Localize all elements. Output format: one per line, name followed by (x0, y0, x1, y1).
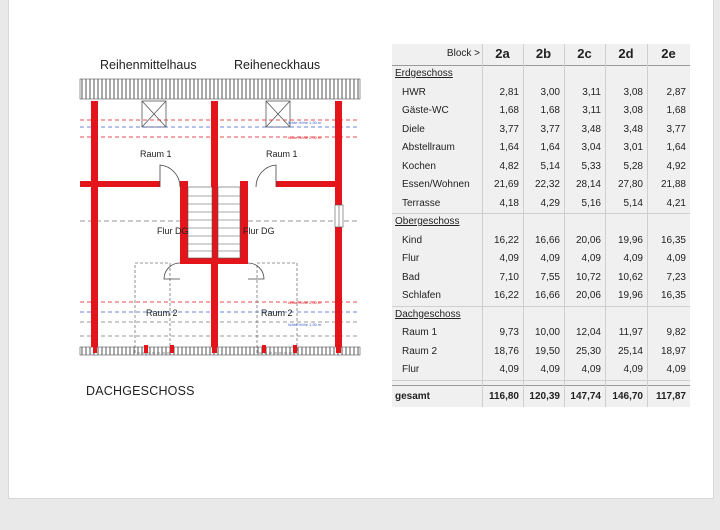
room-label-flur-left: Flur DG (157, 226, 189, 236)
row-label: Diele (402, 123, 425, 135)
cell-value: 18,97 (660, 345, 686, 357)
total-row (392, 388, 690, 407)
cell-value: 7,55 (540, 271, 560, 283)
total-label: gesamt (395, 390, 431, 402)
table-row (392, 343, 690, 362)
label-reihenmittelhaus: Reihenmittelhaus (100, 58, 197, 72)
cell-value: 19,96 (617, 290, 643, 301)
table-row (392, 102, 690, 121)
floor-label: DACHGESCHOSS (86, 384, 195, 398)
cell-value: 4,92 (666, 160, 686, 172)
roof-top-band (80, 79, 360, 99)
row-label: Raum 2 (402, 345, 438, 357)
block-label: Block > (446, 48, 480, 59)
cell-value: 4,18 (499, 197, 519, 209)
section-header (392, 213, 690, 232)
room-label-raum1-right: Raum 1 (266, 149, 298, 159)
svg-text:lichte Höhe 2,00 m: lichte Höhe 2,00 m (288, 300, 322, 305)
cell-value: 10,00 (534, 327, 560, 338)
cell-value: 19,50 (534, 345, 560, 357)
cell-value: 28,14 (575, 179, 601, 190)
table-row (392, 121, 690, 140)
row-label: Kochen (402, 160, 436, 172)
table-row (392, 195, 690, 214)
cell-value: 5,14 (540, 160, 560, 172)
cell-value: 16,35 (660, 290, 686, 301)
cell-value: 4,09 (499, 253, 519, 264)
cell-value: 3,01 (623, 142, 643, 153)
svg-text:lichte Höhe 1,50 m: lichte Höhe 1,50 m (288, 322, 322, 327)
cell-value: 1,64 (540, 142, 560, 153)
cell-value: 22,32 (534, 179, 560, 190)
roof-bottom-band (80, 347, 360, 355)
row-label: Gäste-WC (402, 105, 449, 116)
total-value: 116,80 (488, 390, 519, 402)
room-label-flur-right: Flur DG (243, 226, 275, 236)
column-header-2a: 2a (495, 46, 510, 61)
row-label: HWR (402, 86, 426, 98)
row-label: Abstellraum (402, 142, 455, 153)
cell-value: 3,77 (666, 123, 686, 135)
section-title: Erdgeschoss (395, 68, 453, 79)
total-value: 117,87 (655, 390, 686, 402)
cell-value: 25,30 (575, 345, 601, 357)
table-row (392, 324, 690, 343)
cell-value: 16,66 (534, 234, 560, 246)
cell-value: 3,77 (540, 123, 560, 135)
section-title: Obergeschoss (395, 216, 460, 227)
cell-value: 20,06 (575, 290, 601, 301)
column-header-2b: 2b (535, 46, 552, 61)
cell-value: 16,35 (660, 234, 686, 246)
table-row (392, 176, 690, 195)
room-label-raum2-right: Raum 2 (261, 308, 293, 318)
cell-value: 4,09 (581, 253, 601, 264)
cell-value: 4,29 (540, 197, 560, 209)
table-header-row (392, 44, 690, 64)
cell-value: 16,66 (534, 290, 560, 301)
total-value: 146,70 (612, 390, 643, 402)
cell-value: 16,22 (493, 234, 519, 246)
cell-value: 3,08 (623, 105, 643, 116)
row-label: Raum 1 (402, 327, 438, 338)
room-label-raum1-left: Raum 1 (140, 149, 172, 159)
cell-value: 19,96 (617, 234, 643, 246)
cell-value: 3,11 (582, 86, 601, 98)
row-label: Essen/Wohnen (402, 179, 470, 190)
row-label: Flur (402, 253, 420, 264)
cell-value: 18,76 (493, 345, 519, 357)
total-value: 147,74 (570, 390, 601, 402)
cell-value: 1,64 (499, 142, 519, 153)
cell-value: 21,88 (660, 179, 686, 190)
cell-value: 3,11 (582, 105, 601, 116)
table-row (392, 84, 690, 103)
cell-value: 20,06 (575, 234, 601, 246)
total-value: 120,39 (529, 390, 560, 402)
cell-value: 4,09 (540, 253, 560, 264)
cell-value: 5,28 (623, 160, 643, 172)
table-row (392, 269, 690, 288)
svg-text:lichte Höhe 2,00 m: lichte Höhe 2,00 m (288, 135, 322, 140)
skylight-left (142, 101, 166, 127)
section-title: Dachgeschoss (395, 308, 461, 320)
table-row (392, 361, 690, 380)
section-header (392, 65, 690, 84)
cell-value: 11,97 (618, 327, 643, 338)
cell-value: 4,09 (581, 364, 601, 375)
cell-value: 4,82 (499, 160, 519, 172)
cell-value: 4,09 (623, 253, 643, 264)
cell-value: 3,48 (623, 123, 643, 135)
column-header-2e: 2e (661, 46, 676, 61)
cell-value: 3,04 (581, 142, 601, 153)
cell-value: 4,09 (540, 364, 560, 375)
row-label: Schlafen (402, 290, 441, 301)
cell-value: 9,73 (499, 327, 519, 338)
cell-value: 27,80 (617, 179, 643, 190)
cell-value: 9,82 (666, 327, 686, 338)
column-header-2d: 2d (618, 46, 634, 61)
table-row (392, 158, 690, 177)
cell-value: 21,69 (493, 179, 519, 190)
cell-value: 1,68 (666, 105, 686, 116)
cell-value: 4,09 (623, 364, 643, 375)
cell-value: 2,87 (666, 86, 686, 98)
cell-value: 5,16 (581, 197, 601, 209)
cell-value: 3,77 (499, 123, 519, 135)
cell-value: 2,81 (499, 86, 519, 98)
skylight-right (266, 101, 290, 127)
cell-value: 4,09 (499, 364, 519, 375)
cell-value: 7,23 (666, 271, 686, 283)
table-row (392, 250, 690, 269)
cell-value: 10,72 (575, 271, 601, 283)
cell-value: 1,68 (540, 105, 560, 116)
area-table (392, 44, 690, 407)
cell-value: 12,04 (575, 327, 601, 338)
table-row (392, 139, 690, 158)
cell-value: 5,14 (623, 197, 643, 209)
section-header (392, 306, 690, 325)
column-header-2c: 2c (577, 46, 592, 61)
cell-value: 3,08 (623, 86, 643, 98)
cell-value: 3,00 (540, 86, 560, 98)
cell-value: 5,33 (581, 160, 601, 172)
cell-value: 4,21 (666, 197, 686, 209)
cell-value: 1,68 (499, 105, 519, 116)
cell-value: 7,10 (499, 271, 519, 283)
cell-value: 3,48 (581, 123, 601, 135)
cell-value: 25,14 (617, 345, 643, 357)
room-label-raum2-left: Raum 2 (146, 308, 178, 318)
cell-value: 1,64 (666, 142, 686, 153)
row-label: Flur (402, 364, 420, 375)
svg-text:lichte Höhe 1,50 m: lichte Höhe 1,50 m (288, 120, 322, 125)
cell-value: 16,22 (493, 290, 519, 301)
row-label: Bad (402, 271, 420, 283)
row-label: Kind (402, 234, 423, 246)
cell-value: 10,62 (617, 271, 643, 283)
label-reiheneckhaus: Reiheneckhaus (234, 58, 321, 72)
table-row (392, 232, 690, 251)
cell-value: 4,09 (666, 253, 686, 264)
cell-value: 4,09 (666, 364, 686, 375)
table-row (392, 287, 690, 306)
row-label: Terrasse (402, 197, 441, 209)
